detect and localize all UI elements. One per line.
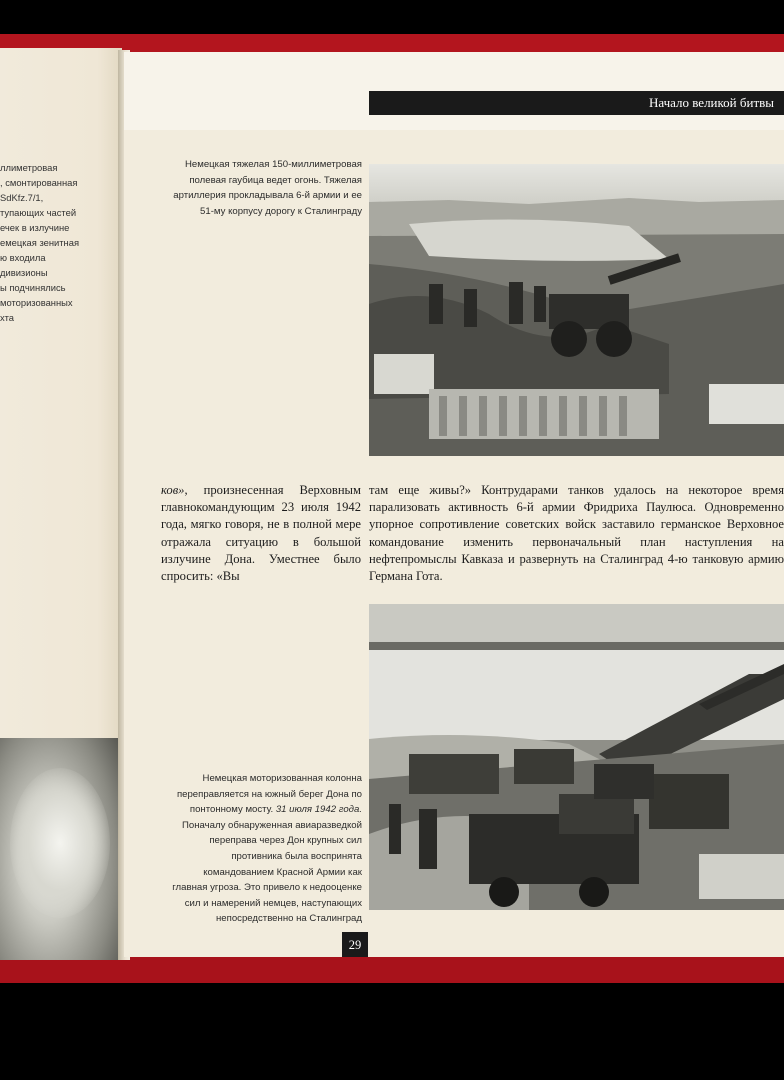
- previous-page-caption-line: хта: [0, 312, 14, 323]
- running-header-title: Начало великой битвы: [648, 95, 774, 110]
- photo-caption-howitzer: Немецкая тяжелая 150-миллиметровая полевая гаубица ведет огонь. Тяжелая артиллерия прокладывала 6-й армии и ее 51-му корпусу дорогу к Сталинграду: [173, 159, 362, 217]
- caption-pontoon-date: 31 июля 1942 года.: [275, 804, 362, 816]
- previous-page-caption-line: ллиметровая: [0, 162, 58, 173]
- page-29: [124, 52, 784, 957]
- photo-howitzer-firing: [369, 164, 784, 456]
- body-text-left-column: [161, 482, 361, 585]
- caption-pontoon-end: Поначалу обнаруженная авиаразведкой переправа через Дон крупных сил противника была воспринята командованием Красной Армии как главная угроза. Это привело к недооценке сил и намерений немцев, наступающих непосредственно на Сталинград: [172, 819, 362, 925]
- previous-page-caption: [0, 160, 120, 325]
- body-text-left-rest: , произнесенная Верховным главнокомандующим 23 июля 1942 года, мягко говоря, не в полной мере отражала ситуацию в большой излучине Дона. Уместнее было спросить: «Вы: [161, 483, 361, 584]
- previous-page-caption-line: ы подчинялись: [0, 282, 66, 293]
- previous-page-caption-line: дивизионы: [0, 267, 48, 278]
- previous-page-caption-line: емецкая зенитная: [0, 237, 80, 248]
- previous-page-caption-line: ю входила: [0, 252, 46, 263]
- previous-page-caption-line: тупающих частей: [0, 207, 77, 218]
- page-number: 29: [342, 932, 368, 957]
- body-text-right-column: там еще живы?» Контрударами танков удалось на некоторое время парализовать активность 6-й армии Фридриха Паулюса. Одновременно упорное сопротивление советских войск заставило германское Верховное командование изменить первоначальный план наступления на нефтепромыслы Кавказа и развернуть на Сталинград 4-ю танковую армию Германа Гота.: [369, 483, 784, 584]
- previous-page-caption-line: ечек в излучине: [0, 222, 70, 233]
- previous-page-caption-line: моторизованных: [0, 297, 73, 308]
- running-header: [369, 91, 784, 115]
- previous-page-caption-line: , смонтированная: [0, 177, 78, 188]
- caption-pontoon-start: Немецкая моторизованная колонна переправляется на южный берег Дона по понтонному мосту.: [176, 773, 362, 816]
- photo-caption-pontoon: [168, 771, 362, 927]
- pontoon-photo-image: [369, 604, 784, 910]
- previous-page: [0, 48, 122, 960]
- body-text-left-italic: ков»: [161, 483, 185, 497]
- previous-page-caption-line: SdKfz.7/1,: [0, 192, 44, 203]
- previous-page-photo-explosion: [0, 738, 122, 960]
- howitzer-photo-image: [369, 164, 784, 456]
- photo-pontoon-crossing: [369, 604, 784, 910]
- smoke-cloud: [10, 768, 110, 918]
